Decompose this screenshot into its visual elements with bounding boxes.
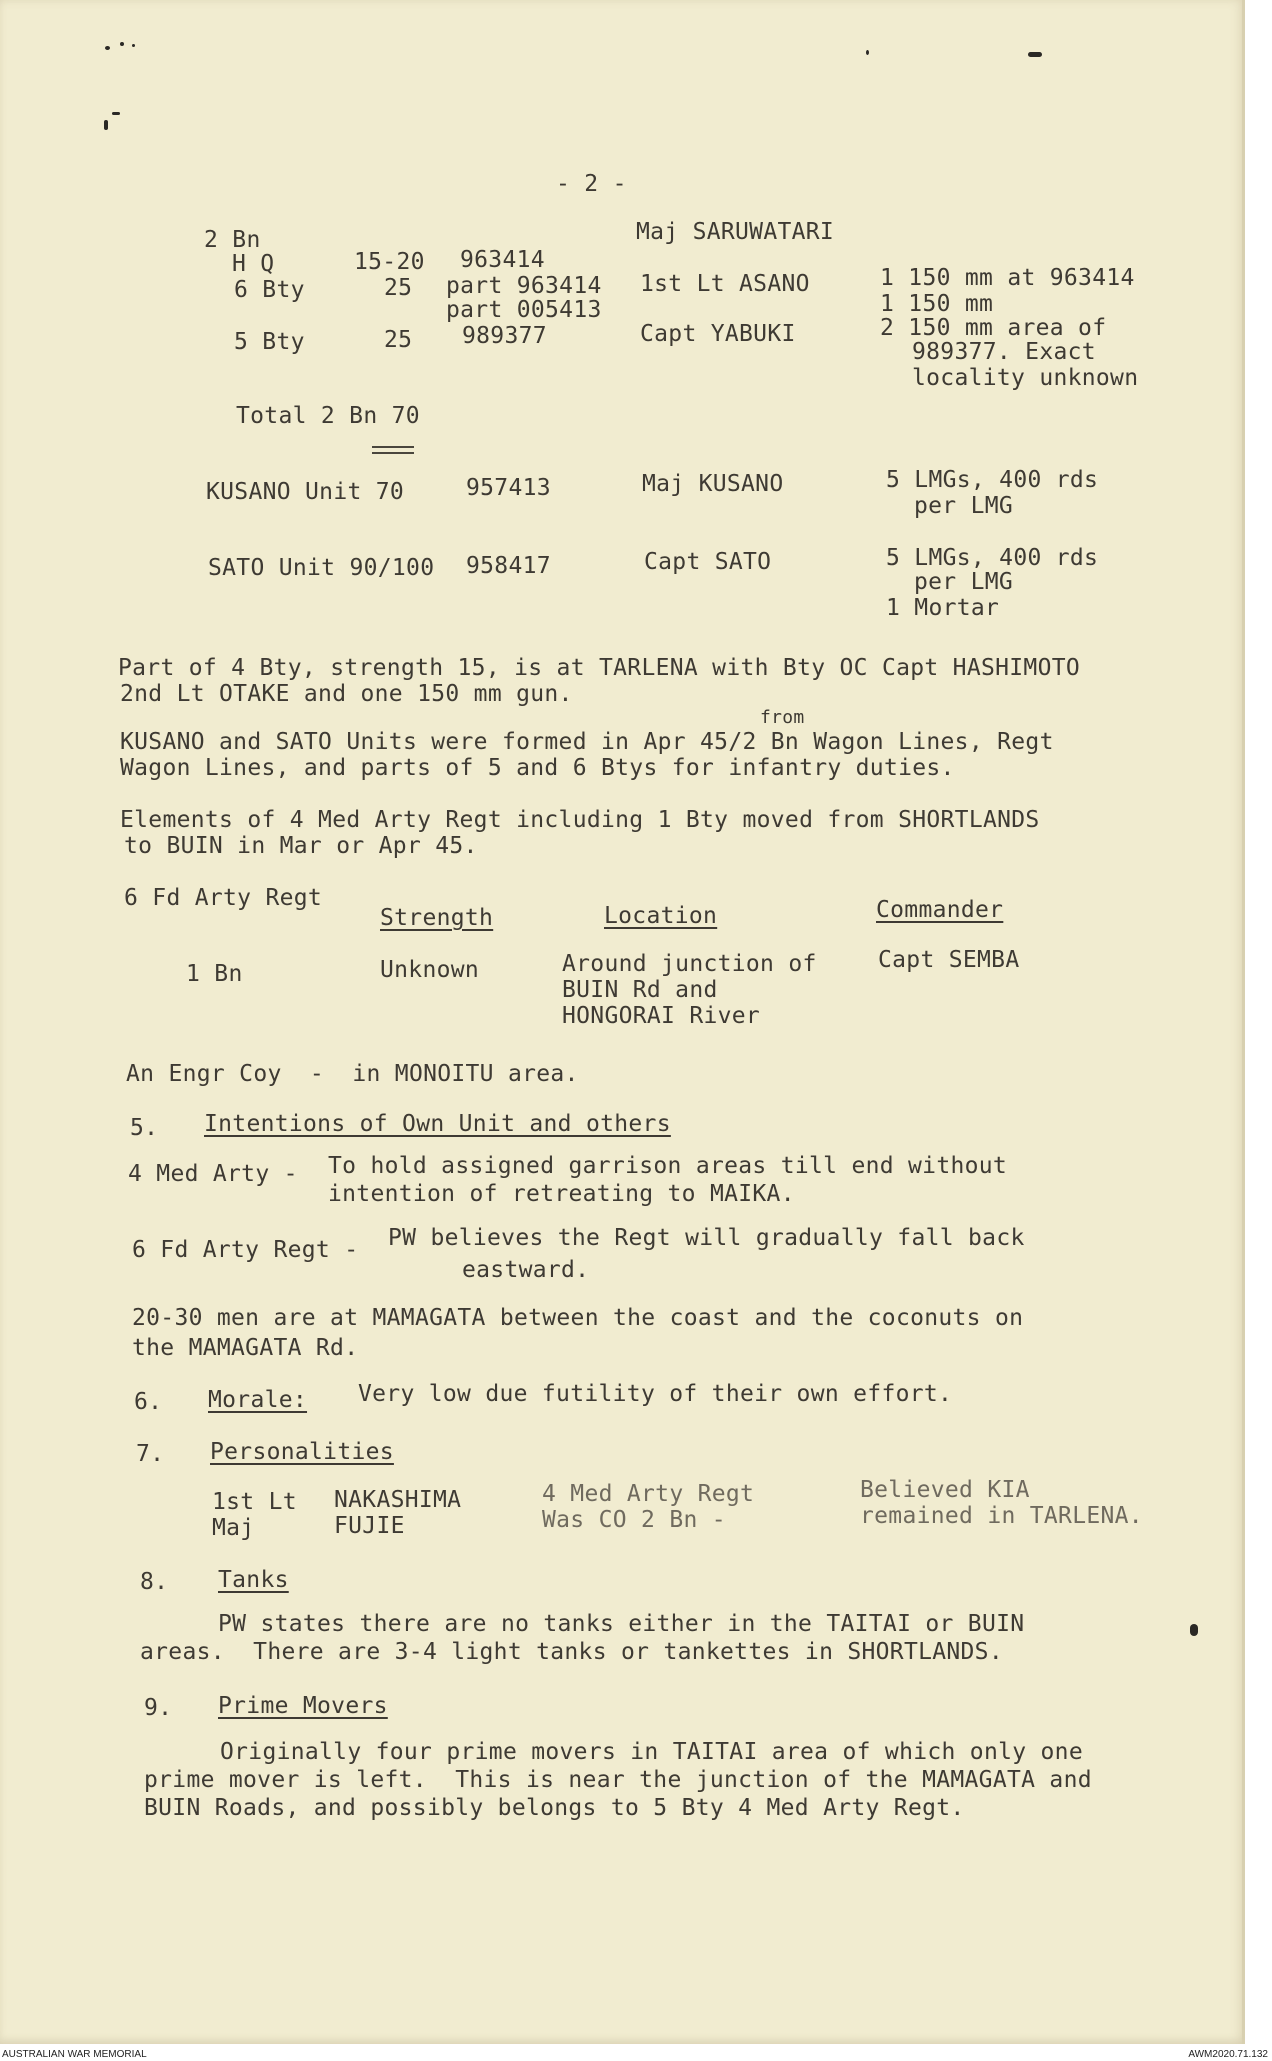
section-text: Originally four prime movers in TAITAI area of which only one: [220, 1739, 1083, 1765]
fd-heading: 6 Fd Arty Regt: [124, 885, 323, 911]
ink-speck: [104, 120, 108, 130]
person-unit: Was CO 2 Bn -: [542, 1507, 726, 1533]
total-rule: [372, 452, 414, 454]
sato-unit: SATO Unit 90/100: [208, 555, 435, 581]
person-name: FUJIE: [334, 1513, 405, 1539]
col-header-location: Location: [604, 903, 718, 929]
intent-text: eastward.: [462, 1257, 590, 1283]
section-number: 7.: [136, 1441, 165, 1467]
section-text: Very low due futility of their own effort.: [358, 1381, 953, 1407]
row-location: 989377: [462, 323, 547, 349]
total-rule: [372, 446, 414, 448]
person-name: NAKASHIMA: [334, 1487, 462, 1513]
kusano-weapons: per LMG: [914, 493, 1014, 519]
ink-speck: [132, 44, 135, 47]
fd-unit: 1 Bn: [186, 961, 243, 987]
person-rank: Maj: [212, 1515, 255, 1541]
person-rank: 1st Lt: [212, 1489, 297, 1515]
section-text: BUIN Roads, and possibly belongs to 5 Bty 4 Med Arty Regt.: [144, 1795, 965, 1821]
section-number: 6.: [134, 1389, 163, 1415]
row-commander: Capt YABUKI: [640, 321, 796, 347]
sato-location: 958417: [466, 553, 551, 579]
col-header-commander: Commander: [876, 897, 1004, 923]
paragraph-line: Part of 4 Bty, strength 15, is at TARLENA with Bty OC Capt HASHIMOTO: [118, 655, 1081, 681]
section-title: Morale:: [208, 1387, 308, 1413]
paragraph-line: KUSANO and SATO Units were formed in Apr 45/2 Bn Wagon Lines, Regt: [120, 729, 1054, 755]
row-location: part 963414: [446, 273, 602, 299]
row-unit: 5 Bty: [234, 329, 305, 355]
kusano-commander: Maj KUSANO: [642, 471, 784, 497]
ink-speck: [105, 46, 110, 50]
guns-note: locality unknown: [912, 365, 1139, 391]
footer-item-id: AWM2020.71.132: [1188, 2049, 1268, 2060]
sato-weapons: per LMG: [914, 569, 1014, 595]
paragraph-line: the MAMAGATA Rd.: [132, 1335, 359, 1361]
row-strength: 25: [384, 327, 413, 353]
page-edge: [1242, 0, 1245, 2044]
paragraph-line: to BUIN in Mar or Apr 45.: [124, 833, 478, 859]
col-header-strength: Strength: [380, 905, 494, 931]
page-number: - 2 -: [556, 171, 627, 197]
section-title: Personalities: [210, 1439, 394, 1465]
fd-strength: Unknown: [380, 957, 480, 983]
intent-label: 4 Med Arty -: [128, 1161, 298, 1187]
person-unit: 4 Med Arty Regt: [542, 1481, 755, 1507]
row-guns: 1 150 mm at 963414: [880, 265, 1135, 291]
row-location: part 005413: [446, 297, 602, 323]
row-commander: 1st Lt ASANO: [640, 271, 810, 297]
intent-label: 6 Fd Arty Regt -: [132, 1237, 359, 1263]
fd-location: Around junction of: [562, 951, 817, 977]
ink-speck: [866, 50, 869, 55]
section-title: Prime Movers: [218, 1693, 388, 1719]
row-guns: 2 150 mm area of: [880, 315, 1107, 341]
section-text: areas. There are 3-4 light tanks or tankettes in SHORTLANDS.: [140, 1639, 1003, 1665]
section-text: PW states there are no tanks either in the TAITAI or BUIN: [218, 1611, 1025, 1637]
section-title: Intentions of Own Unit and others: [204, 1111, 671, 1137]
kusano-location: 957413: [466, 475, 551, 501]
row-strength: 15-20: [354, 249, 425, 275]
engr-line: An Engr Coy - in MONOITU area.: [126, 1061, 579, 1087]
section-number: 5.: [130, 1115, 159, 1141]
bn-heading: 2 Bn: [204, 227, 261, 253]
fd-location: HONGORAI River: [562, 1003, 761, 1029]
ink-speck: [112, 112, 120, 115]
ink-speck: [120, 42, 124, 46]
intent-text: PW believes the Regt will gradually fall back: [388, 1225, 1025, 1251]
paragraph-line: 20-30 men are at MAMAGATA between the coast and the coconuts on: [132, 1305, 1024, 1331]
intent-text: intention of retreating to MAIKA.: [328, 1181, 795, 1207]
ink-speck: [1028, 52, 1042, 57]
section-text: prime mover is left. This is near the junction of the MAMAGATA and: [144, 1767, 1092, 1793]
row-unit: 6 Bty: [234, 277, 305, 303]
handwritten-insert: from: [760, 707, 805, 728]
sato-weapons: 5 LMGs, 400 rds: [886, 545, 1099, 571]
person-note: Believed KIA: [860, 1477, 1030, 1503]
row-unit: H Q: [232, 251, 275, 277]
ink-speck: [1190, 1624, 1198, 1636]
row-strength: 25: [384, 275, 413, 301]
paragraph-line: Elements of 4 Med Arty Regt including 1 Bty moved from SHORTLANDS: [120, 807, 1040, 833]
sato-weapons: 1 Mortar: [886, 595, 1000, 621]
fd-location: BUIN Rd and: [562, 977, 718, 1003]
bn-commander: Maj SARUWATARI: [636, 219, 835, 245]
sato-commander: Capt SATO: [644, 549, 772, 575]
paragraph-line: 2nd Lt OTAKE and one 150 mm gun.: [120, 681, 573, 707]
row-location: 963414: [460, 247, 545, 273]
kusano-unit: KUSANO Unit 70: [206, 479, 405, 505]
person-note: remained in TARLENA.: [860, 1503, 1143, 1529]
row-guns: 1 150 mm: [880, 291, 994, 317]
archive-footer: [0, 2048, 1272, 2061]
bn-total: Total 2 Bn 70: [236, 403, 420, 429]
section-number: 8.: [140, 1569, 169, 1595]
section-number: 9.: [144, 1695, 173, 1721]
section-title: Tanks: [218, 1567, 289, 1593]
footer-archive-name: AUSTRALIAN WAR MEMORIAL: [2, 2049, 147, 2060]
fd-commander: Capt SEMBA: [878, 947, 1020, 973]
intent-text: To hold assigned garrison areas till end without: [328, 1153, 1008, 1179]
kusano-weapons: 5 LMGs, 400 rds: [886, 467, 1099, 493]
paragraph-line: Wagon Lines, and parts of 5 and 6 Btys for infantry duties.: [120, 755, 955, 781]
guns-note: 989377. Exact: [912, 339, 1096, 365]
